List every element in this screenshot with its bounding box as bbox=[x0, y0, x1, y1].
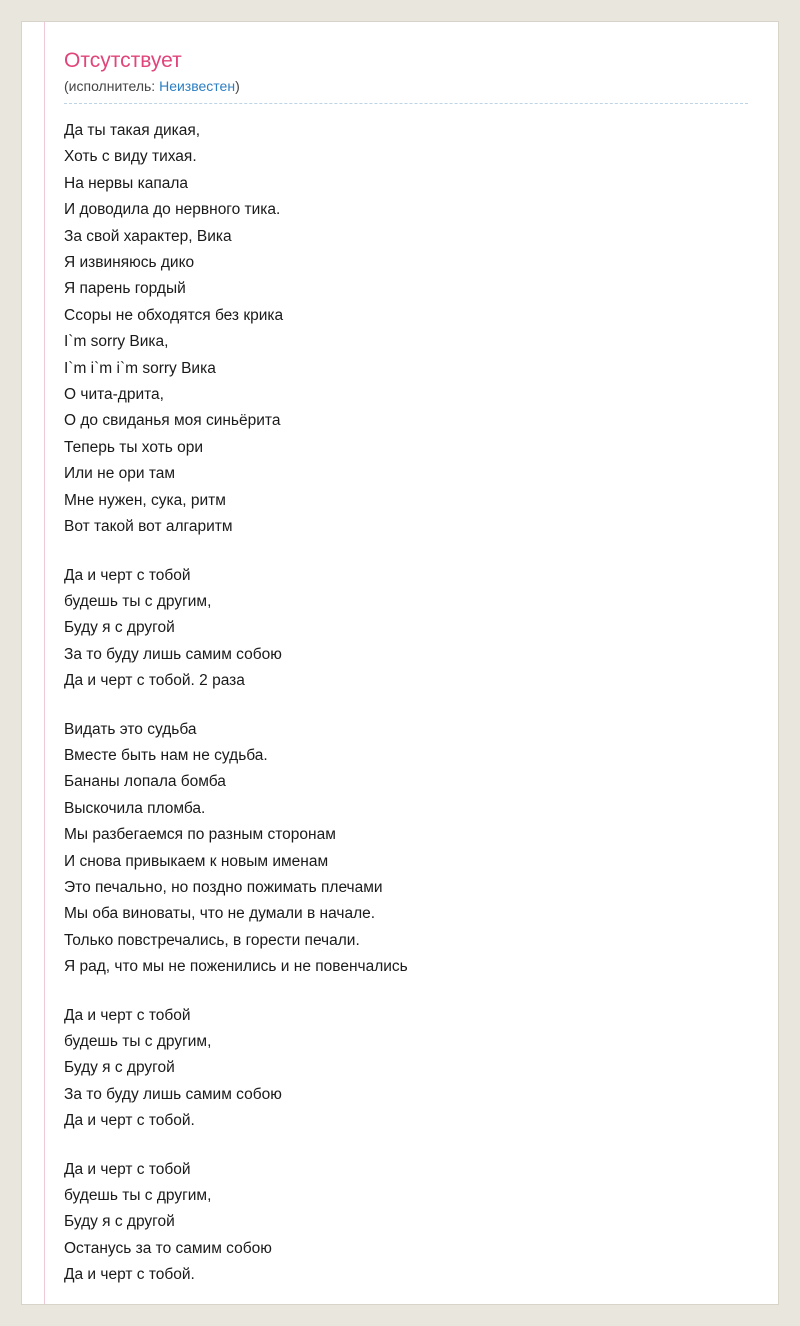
lyrics-line: Да и черт с тобой bbox=[64, 566, 191, 584]
lyrics-line: Я рад, что мы не поженились и не повенчались bbox=[64, 958, 408, 976]
lyrics-stanza bbox=[64, 1157, 748, 1289]
page-title: Отсутствует bbox=[64, 49, 182, 72]
lyrics-line: Ссоры не обходятся без крика bbox=[64, 306, 284, 324]
lyrics-line: Вот такой вот алгаритм bbox=[64, 518, 233, 536]
lyrics-line: Буду я с другой bbox=[64, 1213, 175, 1231]
lyrics-line: Вместе быть нам не судьба. bbox=[64, 746, 268, 764]
lyrics-line: И снова привыкаем к новым именам bbox=[64, 852, 329, 870]
lyrics-line: Только повстречались, в горести печали. bbox=[64, 931, 360, 949]
lyrics-line: Останусь за то самим собою bbox=[64, 1239, 272, 1257]
lyrics-line: Я парень гордый bbox=[64, 280, 186, 298]
lyrics-line: Бананы лопала бомба bbox=[64, 773, 226, 791]
lyrics-line: Хоть с виду тихая. bbox=[64, 148, 197, 166]
lyrics-stanza bbox=[64, 1003, 748, 1135]
lyrics-line: Теперь ты хоть ори bbox=[64, 438, 204, 456]
lyrics-line: Да и черт с тобой bbox=[64, 1006, 191, 1024]
lyrics-line: Или не ори там bbox=[64, 465, 176, 483]
lyrics-line: О до свиданья моя синьёрита bbox=[64, 412, 281, 430]
lyrics-line: будешь ты с другим, bbox=[64, 1033, 212, 1050]
lyrics-line: Буду я с другой bbox=[64, 619, 175, 637]
lyrics-line: Это печально, но поздно пожимать плечами bbox=[64, 878, 383, 896]
lyrics-line: О чита-дрита, bbox=[64, 386, 164, 404]
lyrics-line: Буду я с другой bbox=[64, 1059, 175, 1077]
lyrics-line: будешь ты с другим, bbox=[64, 592, 212, 610]
lyrics-line: Мне нужен, сука, ритм bbox=[64, 491, 226, 509]
artist-link[interactable]: Неизвестен bbox=[159, 78, 236, 94]
artist-prefix-label: (исполнитель: bbox=[64, 78, 160, 94]
artist-line bbox=[64, 78, 748, 104]
lyrics-line: Да и черт с тобой. bbox=[64, 1266, 195, 1284]
lyrics-line: Да и черт с тобой. bbox=[64, 1112, 195, 1130]
lyrics-line: И доводила до нервного тика. bbox=[64, 201, 281, 219]
lyrics-line: I`m i`m i`m sorry Вика bbox=[64, 359, 216, 377]
lyrics-stanza bbox=[64, 563, 748, 695]
lyrics-body bbox=[64, 118, 748, 1289]
lyrics-line: I`m sorry Вика, bbox=[64, 333, 169, 351]
lyrics-line: За то буду лишь самим собою bbox=[64, 1085, 282, 1103]
lyrics-line: Видать это судьба bbox=[64, 720, 197, 738]
lyrics-line: Я извиняюсь дико bbox=[64, 254, 195, 272]
left-margin-rule bbox=[44, 22, 45, 1304]
lyrics-line: За свой характер, Вика bbox=[64, 227, 232, 245]
lyrics-line: На нервы капала bbox=[64, 174, 189, 192]
lyrics-line: Да и черт с тобой. 2 раза bbox=[64, 672, 245, 690]
lyrics-stanza bbox=[64, 717, 748, 981]
lyrics-line: Мы разбегаемся по разным сторонам bbox=[64, 826, 336, 844]
lyrics-line: За то буду лишь самим собою bbox=[64, 645, 282, 663]
lyrics-line: будешь ты с другим, bbox=[64, 1187, 212, 1205]
lyrics-stanza bbox=[64, 118, 748, 541]
artist-suffix-label: ) bbox=[235, 78, 240, 94]
lyrics-line: Выскочила пломба. bbox=[64, 799, 206, 817]
lyrics-line: Мы оба виноваты, что не думали в начале. bbox=[64, 905, 376, 923]
lyrics-line: Да ты такая дикая, bbox=[64, 122, 201, 139]
lyrics-line: Да и черт с тобой bbox=[64, 1160, 191, 1178]
lyrics-card bbox=[22, 22, 778, 1304]
